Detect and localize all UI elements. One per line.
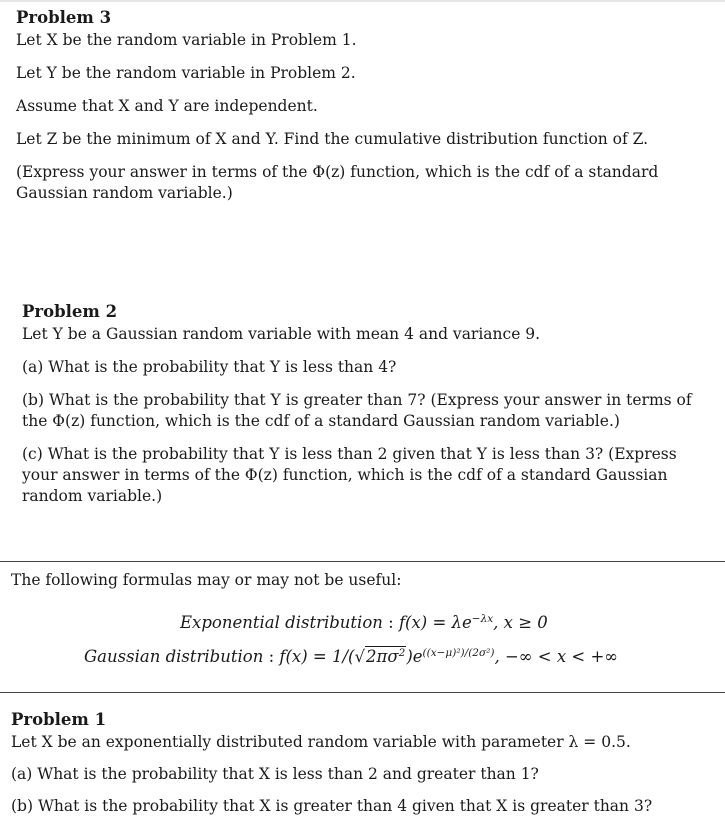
top-border: [0, 0, 725, 2]
problem-2-part-b: (b) What is the probability that Y is greater than 7? (Express your answer in terms of the Φ(z) function, which is the cdf of a standard Gaussian random variable.): [22, 391, 692, 430]
problem-1-title: Problem 1: [11, 710, 107, 729]
exponential-lhs: f(x) = λe: [398, 613, 472, 632]
exponential-name: Exponential distribution: [180, 613, 383, 632]
gaussian-name: Gaussian distribution: [84, 647, 264, 666]
gaussian-lhs: f(x) = 1/(: [279, 647, 355, 666]
problem-3-line-4: Let Z be the minimum of X and Y. Find the cumulative distribution function of Z.: [16, 130, 649, 148]
problem-3-note: (Express your answer in terms of the Φ(z) function, which is the cdf of a standard Gaussian random variable.): [16, 163, 659, 202]
exponential-condition: , x ≥ 0: [493, 613, 548, 632]
gaussian-formula: Gaussian distribution : $f(x) = 1/(√2\pi\sigma^2)e^{((x-\mu)^2)/(2\sigma^2)}$, −∞ < x < +∞: [84, 647, 619, 666]
formulas-intro-block: [11, 570, 711, 591]
problem-3-title: Problem 3: [16, 8, 112, 27]
exponential-formula: Exponential distribution : $f(x) = \lambda e^{-\lambda x}$, x ≥ 0: [180, 613, 548, 632]
problem-3-line-3: Assume that X and Y are independent.: [16, 97, 318, 115]
exponential-exponent: −λx: [471, 613, 494, 625]
divider-2: [0, 692, 725, 693]
problem-1-section: [11, 710, 716, 817]
formulas-intro: The following formulas may or may not be useful:: [11, 571, 402, 589]
problem-3-line-2: Let Y be the random variable in Problem 2.: [16, 64, 356, 82]
problem-2-part-c: (c) What is the probability that Y is less than 2 given that Y is less than 3? (Express your answer in terms of the Φ(z) function, which is the cdf of a standard Gaussian random variable.): [22, 445, 677, 505]
gaussian-radicand: $2\pi\sigma^2$: [366, 647, 406, 666]
problem-3-line-1: Let X be the random variable in Problem 1.: [16, 31, 357, 49]
problem-2-line-1: Let Y be a Gaussian random variable with mean 4 and variance 9.: [22, 325, 541, 343]
problem-1-line-1: Let X be an exponentially distributed random variable with parameter λ = 0.5.: [11, 733, 631, 751]
problem-2-section: [22, 302, 712, 507]
problem-3-section: [16, 8, 722, 204]
problem-2-part-a: (a) What is the probability that Y is less than 4?: [22, 358, 397, 376]
gaussian-mid: )e: [406, 647, 423, 666]
gaussian-condition: , −∞ < x < +∞: [494, 647, 619, 666]
sqrt-symbol: √: [354, 647, 366, 666]
gaussian-exponent: ((x−μ)²)/(2σ²): [422, 647, 495, 659]
problem-1-part-a: (a) What is the probability that X is less than 2 and greater than 1?: [11, 765, 539, 783]
problem-1-part-b: (b) What is the probability that X is greater than 4 given that X is greater than 3?: [11, 797, 653, 815]
divider-1: [0, 561, 725, 562]
problem-2-title: Problem 2: [22, 302, 118, 321]
